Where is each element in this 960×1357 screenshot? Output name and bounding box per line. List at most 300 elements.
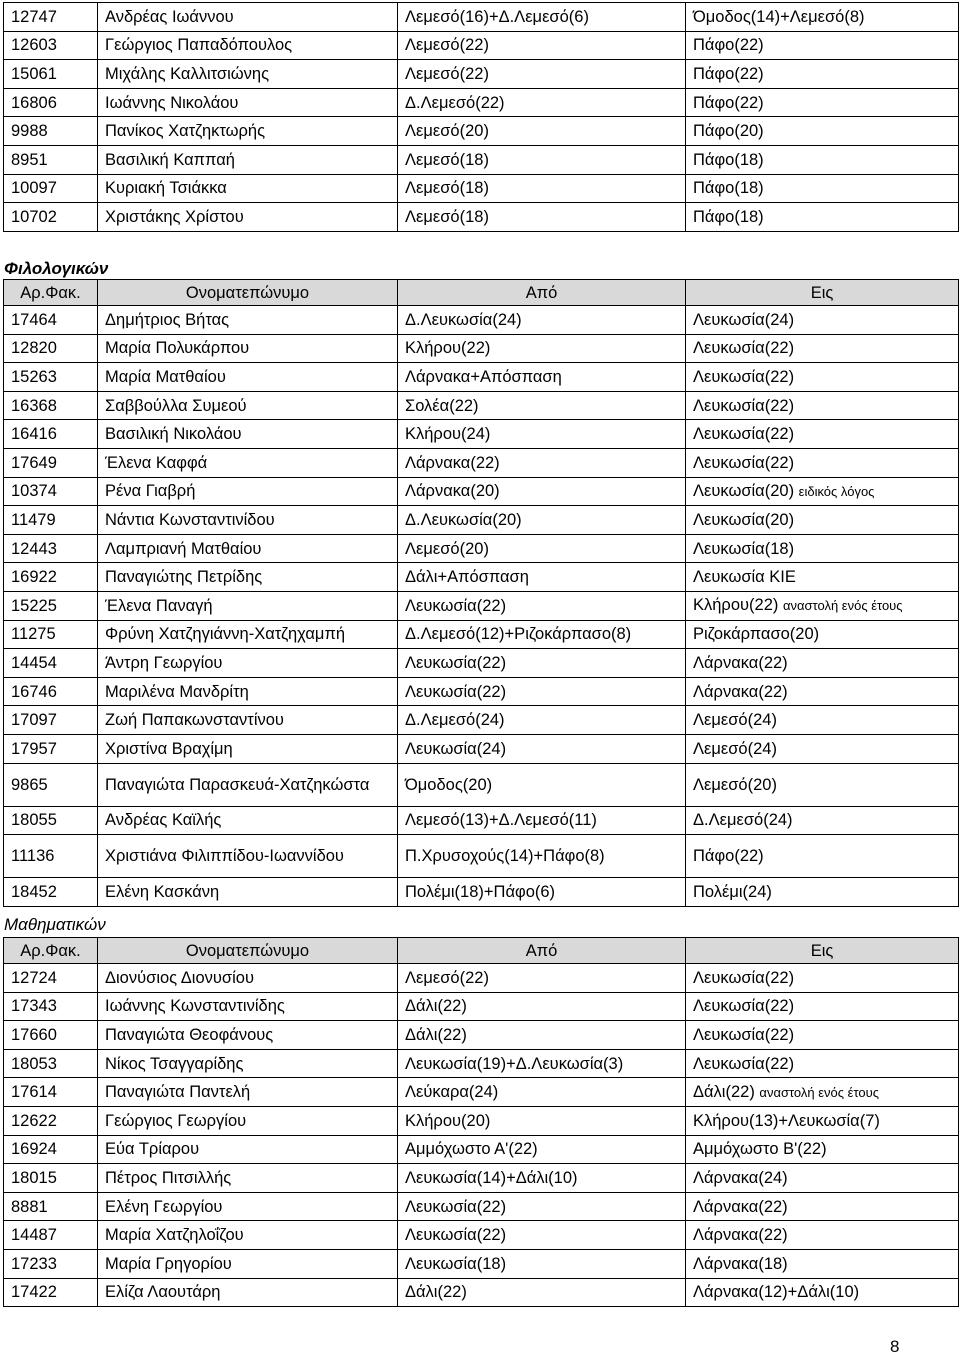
cell-file-no-text: 9865: [11, 775, 48, 794]
cell-from: [398, 203, 686, 232]
cell-file-no: [4, 1249, 98, 1278]
cell-name-text: Δημήτριος Βήτας: [105, 310, 230, 329]
cell-from: [398, 992, 686, 1021]
table-row: [4, 1192, 959, 1221]
cell-file-no-text: 17422: [11, 1283, 57, 1302]
cell-from: [398, 563, 686, 592]
cell-to-text: Πάφο(18): [693, 207, 764, 226]
cell-file-no: [4, 3, 98, 32]
header-name: Ονοματεπώνυμο: [98, 938, 398, 964]
table-row: [4, 835, 959, 878]
cell-from: [398, 1249, 686, 1278]
cell-from: [398, 31, 686, 60]
cell-to-text: Πάφο(20): [693, 122, 764, 141]
cell-from: [398, 306, 686, 335]
cell-to-text: Λευκωσία(22): [693, 425, 795, 444]
cell-from-text: Κλήρου(24): [405, 425, 491, 444]
cell-from-text: Λάρνακα(20): [405, 482, 500, 501]
cell-from-text: Λεμεσό(18): [405, 179, 489, 198]
cell-to-text: Λάρνακα(22): [693, 1197, 788, 1216]
cell-to: [686, 174, 959, 203]
cell-from: [398, 591, 686, 620]
cell-name: [98, 145, 398, 174]
cell-file-no: [4, 174, 98, 203]
cell-from-text: Λευκωσία(22): [405, 596, 507, 615]
cell-name: [98, 60, 398, 89]
cell-to-text: Λάρνακα(22): [693, 1226, 788, 1245]
cell-from-text: Λεμεσό(13)+Δ.Λεμεσό(11): [405, 811, 597, 830]
cell-from: [398, 60, 686, 89]
cell-from: [398, 734, 686, 763]
cell-from-text: Λεμεσό(22): [405, 64, 489, 83]
cell-to-text: Πάφο(22): [693, 93, 764, 112]
cell-from: [398, 88, 686, 117]
cell-from-text: Δάλι(22): [405, 997, 467, 1016]
cell-from: [398, 806, 686, 835]
cell-name-text: Έλενα Καφφά: [105, 453, 208, 472]
table-row: [4, 878, 959, 907]
cell-from: [398, 1049, 686, 1078]
section-title-philology: Φιλολογικών: [4, 259, 109, 278]
cell-from-text: Λεμεσό(18): [405, 150, 489, 169]
cell-file-no: [4, 60, 98, 89]
cell-file-no-text: 17233: [11, 1254, 57, 1273]
cell-file-no: [4, 203, 98, 232]
cell-to-text: Πάφο(18): [693, 179, 764, 198]
cell-file-no-text: 18053: [11, 1054, 57, 1073]
cell-to-text: Λευκωσία(22): [693, 1054, 795, 1073]
cell-to-text: Λάρνακα(22): [693, 653, 788, 672]
cell-from: [398, 363, 686, 392]
cell-file-no: [4, 506, 98, 535]
cell-to-text: Λάρνακα(24): [693, 1168, 788, 1187]
cell-file-no: [4, 878, 98, 907]
cell-name-text: Εύα Τρίαρου: [105, 1140, 200, 1159]
cell-name: [98, 306, 398, 335]
cell-file-no-text: 17957: [11, 739, 57, 758]
cell-from-text: Λάρνακα+Απόσπαση: [405, 367, 562, 386]
page-number: 8: [890, 1337, 900, 1356]
cell-name: [98, 649, 398, 678]
table-row: [4, 448, 959, 477]
cell-to: [686, 506, 959, 535]
cell-to-text: Λευκωσία(22): [693, 453, 795, 472]
cell-from: [398, 1135, 686, 1164]
cell-from-text: Δάλι(22): [405, 1283, 467, 1302]
cell-from-text: Λευκωσία(22): [405, 1197, 507, 1216]
cell-name: [98, 1278, 398, 1307]
cell-name: [98, 506, 398, 535]
cell-from-text: Λεμεσό(20): [405, 539, 489, 558]
cell-name-text: Μιχάλης Καλλιτσιώνης: [105, 64, 270, 83]
cell-to: [686, 477, 959, 506]
cell-to-text: Κλήρου(22): [693, 596, 779, 615]
cell-file-no: [4, 1078, 98, 1107]
cell-name: [98, 1164, 398, 1193]
cell-to-text: Λευκωσία(20): [693, 510, 795, 529]
cell-name: [98, 477, 398, 506]
cell-name: [98, 88, 398, 117]
cell-file-no-text: 17464: [11, 310, 57, 329]
table-row: [4, 1221, 959, 1250]
table-row: [4, 506, 959, 535]
cell-to: [686, 60, 959, 89]
cell-file-no-text: 17097: [11, 711, 57, 730]
cell-from: [398, 1164, 686, 1193]
cell-name: [98, 1078, 398, 1107]
cell-to: [686, 591, 959, 620]
cell-file-no-text: 15061: [11, 64, 57, 83]
cell-to: [686, 31, 959, 60]
cell-to-text: Όμοδος(14)+Λεμεσό(8): [693, 7, 865, 26]
cell-name: [98, 992, 398, 1021]
table-row: [4, 649, 959, 678]
cell-to-text: Πάφο(18): [693, 150, 764, 169]
cell-file-no: [4, 1021, 98, 1050]
cell-from: [398, 620, 686, 649]
cell-from: [398, 1106, 686, 1135]
cell-name: [98, 706, 398, 735]
cell-from: [398, 1221, 686, 1250]
cell-to: [686, 306, 959, 335]
cell-to-text: Λευκωσία(22): [693, 339, 795, 358]
cell-name: [98, 3, 398, 32]
cell-from: [398, 391, 686, 420]
cell-to: [686, 992, 959, 1021]
cell-from: [398, 1021, 686, 1050]
cell-file-no: [4, 334, 98, 363]
cell-file-no-text: 17660: [11, 1025, 57, 1044]
cell-from-text: Λευκωσία(18): [405, 1254, 507, 1273]
cell-file-no: [4, 734, 98, 763]
cell-file-no-text: 15225: [11, 596, 57, 615]
cell-to: [686, 334, 959, 363]
cell-name-text: Μαρία Ματθαίου: [105, 367, 226, 386]
cell-name-text: Πανίκος Χατζηκτωρής: [105, 122, 266, 141]
cell-from-text: Αμμόχωστο Α'(22): [405, 1140, 538, 1159]
cell-file-no-text: 14454: [11, 653, 57, 672]
cell-name: [98, 763, 398, 806]
cell-name: [98, 1249, 398, 1278]
cell-from: [398, 649, 686, 678]
cell-file-no: [4, 145, 98, 174]
cell-file-no: [4, 448, 98, 477]
cell-to: [686, 1221, 959, 1250]
table-row: [4, 1278, 959, 1307]
remark-note: αναστολή ενός έτους: [782, 598, 903, 614]
cell-to: [686, 203, 959, 232]
cell-name-text: Λαμπριανή Ματθαίου: [105, 539, 262, 558]
cell-to: [686, 1106, 959, 1135]
remark-note: αναστολή ενός έτους: [759, 1084, 880, 1100]
cell-file-no-text: 14487: [11, 1226, 57, 1245]
cell-file-no: [4, 835, 98, 878]
table-row: [4, 534, 959, 563]
cell-file-no: [4, 763, 98, 806]
header-from: Από: [398, 280, 686, 306]
table-row: [4, 117, 959, 146]
cell-name: [98, 1192, 398, 1221]
table-row: [4, 734, 959, 763]
cell-to-text: Αμμόχωστο Β'(22): [693, 1140, 827, 1159]
cell-name-text: Πέτρος Πιτσιλλής: [105, 1168, 232, 1187]
cell-file-no: [4, 1164, 98, 1193]
cell-to-text: Δ.Λεμεσό(24): [693, 811, 793, 830]
cell-to: [686, 734, 959, 763]
cell-name: [98, 117, 398, 146]
cell-name: [98, 334, 398, 363]
cell-file-no-text: 12820: [11, 339, 57, 358]
cell-file-no: [4, 677, 98, 706]
cell-name: [98, 964, 398, 993]
cell-to: [686, 1192, 959, 1221]
cell-from: [398, 1278, 686, 1307]
cell-file-no-text: 10097: [11, 179, 57, 198]
cell-to-text: Λευκωσία(18): [693, 539, 795, 558]
cell-to-text: Πολέμι(24): [693, 882, 772, 901]
cell-name-text: Έλενα Παναγή: [105, 596, 213, 615]
cell-to-text: Πάφο(22): [693, 36, 764, 55]
table-row: [4, 1106, 959, 1135]
cell-to-text: Λάρνακα(22): [693, 682, 788, 701]
cell-name-text: Μαρία Γρηγορίου: [105, 1254, 232, 1273]
cell-file-no-text: 16924: [11, 1140, 57, 1159]
table-row: [4, 992, 959, 1021]
cell-file-no: [4, 117, 98, 146]
cell-file-no-text: 16806: [11, 93, 57, 112]
cell-name-text: Χριστιάνα Φιλιππίδου-Ιωαννίδου: [105, 847, 344, 866]
cell-to: [686, 563, 959, 592]
table-row: [4, 563, 959, 592]
cell-file-no-text: 12443: [11, 539, 57, 558]
cell-name: [98, 31, 398, 60]
cell-file-no-text: 12622: [11, 1111, 57, 1130]
cell-name: [98, 734, 398, 763]
cell-from-text: Δ.Λεμεσό(22): [405, 93, 505, 112]
cell-file-no: [4, 88, 98, 117]
cell-file-no-text: 8951: [11, 150, 48, 169]
cell-file-no-text: 16746: [11, 682, 57, 701]
cell-file-no-text: 11136: [11, 847, 55, 866]
cell-name-text: Ζωή Παπακωνσταντίνου: [105, 711, 284, 730]
cell-from-text: Δ.Λεμεσό(24): [405, 711, 505, 730]
cell-from: [398, 334, 686, 363]
remark-note: ειδικός λόγος: [798, 483, 875, 499]
cell-from-text: Κλήρου(22): [405, 339, 491, 358]
cell-to: [686, 763, 959, 806]
cell-to-text: Κλήρου(13)+Λευκωσία(7): [693, 1111, 880, 1130]
cell-file-no: [4, 1135, 98, 1164]
cell-from: [398, 677, 686, 706]
header-to: Εις: [686, 280, 959, 306]
cell-from-text: Κλήρου(20): [405, 1111, 491, 1130]
cell-from-text: Λεύκαρα(24): [405, 1083, 499, 1102]
cell-file-no-text: 12724: [11, 968, 57, 987]
cell-name: [98, 1049, 398, 1078]
cell-file-no: [4, 806, 98, 835]
cell-to-text: Δάλι(22): [693, 1082, 755, 1101]
cell-to-text: Λευκωσία(22): [693, 1025, 795, 1044]
cell-to-text: Λεμεσό(24): [693, 739, 777, 758]
cell-to-text: Λευκωσία(22): [693, 997, 795, 1016]
cell-from-text: Δ.Λεμεσό(12)+Ριζοκάρπασο(8): [405, 625, 632, 644]
cell-from-text: Λευκωσία(19)+Δ.Λευκωσία(3): [405, 1054, 624, 1073]
cell-name: [98, 677, 398, 706]
cell-from-text: Λευκωσία(22): [405, 682, 507, 701]
cell-file-no-text: 10702: [11, 207, 57, 226]
cell-name-text: Νίκος Τσαγγαρίδης: [105, 1054, 244, 1073]
cell-to: [686, 677, 959, 706]
cell-to-text: Λεμεσό(24): [693, 711, 777, 730]
table-row: [4, 591, 959, 620]
cell-from: [398, 835, 686, 878]
cell-from: [398, 1192, 686, 1221]
cell-from: [398, 3, 686, 32]
cell-to-text: Λευκωσία(22): [693, 968, 795, 987]
section-title-math: Μαθηματικών: [4, 915, 106, 934]
cell-file-no: [4, 420, 98, 449]
cell-to-text: Λευκωσία(24): [693, 310, 795, 329]
cell-file-no: [4, 31, 98, 60]
cell-to: [686, 1021, 959, 1050]
cell-name: [98, 563, 398, 592]
cell-file-no-text: 18015: [11, 1168, 57, 1187]
cell-to: [686, 420, 959, 449]
table-row: [4, 60, 959, 89]
cell-file-no: [4, 591, 98, 620]
cell-from: [398, 534, 686, 563]
cell-to: [686, 964, 959, 993]
cell-to: [686, 534, 959, 563]
cell-to-text: Λάρνακα(12)+Δάλι(10): [693, 1283, 860, 1302]
cell-name-text: Μαρία Πολυκάρπου: [105, 339, 250, 358]
cell-file-no-text: 18055: [11, 811, 57, 830]
cell-name: [98, 806, 398, 835]
cell-name-text: Παναγιώτης Πετρίδης: [105, 568, 263, 587]
cell-from: [398, 506, 686, 535]
cell-name-text: Βασιλική Νικολάου: [105, 425, 242, 444]
cell-to: [686, 1278, 959, 1307]
cell-from-text: Λάρνακα(22): [405, 453, 500, 472]
cell-name: [98, 203, 398, 232]
transfers-table-philology: [3, 279, 959, 907]
cell-name: [98, 1135, 398, 1164]
cell-to: [686, 649, 959, 678]
cell-to: [686, 1049, 959, 1078]
table-row: [4, 964, 959, 993]
table-row: [4, 203, 959, 232]
cell-file-no: [4, 992, 98, 1021]
header-name: Ονοματεπώνυμο: [98, 280, 398, 306]
cell-name-text: Χριστάκης Χρίστου: [105, 207, 244, 226]
table-row: [4, 763, 959, 806]
cell-from-text: Πολέμι(18)+Πάφο(6): [405, 882, 556, 901]
cell-name-text: Μαρία Χατζηλοΐζου: [105, 1226, 244, 1245]
table-row: [4, 334, 959, 363]
cell-name: [98, 534, 398, 563]
cell-file-no: [4, 1106, 98, 1135]
cell-to-text: Λεμεσό(20): [693, 775, 777, 794]
table-row: [4, 88, 959, 117]
cell-file-no-text: 9988: [11, 122, 48, 141]
cell-from-text: Λεμεσό(18): [405, 207, 489, 226]
cell-from-text: Δάλι(22): [405, 1025, 467, 1044]
table-row: [4, 3, 959, 32]
cell-name: [98, 620, 398, 649]
cell-to: [686, 391, 959, 420]
cell-to: [686, 620, 959, 649]
cell-from-text: Λεμεσό(20): [405, 122, 489, 141]
cell-name-text: Ρένα Γιαβρή: [105, 482, 196, 501]
cell-file-no-text: 11275: [11, 625, 56, 644]
cell-from-text: Λευκωσία(22): [405, 1226, 507, 1245]
cell-name-text: Μαριλένα Μανδρίτη: [105, 682, 249, 701]
cell-file-no-text: 11479: [11, 510, 56, 529]
cell-from: [398, 1078, 686, 1107]
cell-file-no: [4, 534, 98, 563]
cell-from: [398, 448, 686, 477]
cell-name-text: Βασιλική Καππαή: [105, 150, 235, 169]
cell-file-no-text: 10374: [11, 482, 57, 501]
cell-file-no-text: 17649: [11, 453, 57, 472]
cell-name-text: Φρύνη Χατζηγιάννη-Χατζηχαμπή: [105, 625, 345, 644]
table-row: [4, 477, 959, 506]
table-row: [4, 1021, 959, 1050]
cell-from: [398, 174, 686, 203]
cell-to: [686, 835, 959, 878]
cell-name: [98, 1021, 398, 1050]
cell-name: [98, 1221, 398, 1250]
cell-name-text: Νάντια Κωνσταντινίδου: [105, 510, 275, 529]
table-row: [4, 306, 959, 335]
cell-name-text: Ιωάννης Κωνσταντινίδης: [105, 997, 285, 1016]
cell-from: [398, 706, 686, 735]
cell-name: [98, 391, 398, 420]
table-row: [4, 677, 959, 706]
cell-to: [686, 3, 959, 32]
cell-file-no-text: 17614: [11, 1083, 57, 1102]
cell-file-no: [4, 706, 98, 735]
cell-name: [98, 420, 398, 449]
cell-file-no-text: 12603: [11, 36, 57, 55]
table-row: [4, 1049, 959, 1078]
cell-from-text: Όμοδος(20): [405, 775, 493, 794]
cell-from-text: Λεμεσό(22): [405, 968, 489, 987]
cell-name: [98, 1106, 398, 1135]
cell-name: [98, 835, 398, 878]
cell-to-text: Ριζοκάρπασο(20): [693, 625, 820, 644]
cell-file-no-text: 16416: [11, 425, 57, 444]
table-row: [4, 391, 959, 420]
cell-name-text: Παναγιώτα Παντελή: [105, 1083, 251, 1102]
cell-name-text: Χριστίνα Βραχίμη: [105, 739, 233, 758]
cell-name-text: Γεώργιος Παπαδόπουλος: [105, 36, 293, 55]
cell-file-no: [4, 1278, 98, 1307]
table-row: [4, 806, 959, 835]
table-row: [4, 1135, 959, 1164]
cell-file-no: [4, 964, 98, 993]
cell-name: [98, 174, 398, 203]
table-row: [4, 620, 959, 649]
cell-file-no-text: 15263: [11, 367, 57, 386]
transfers-table-math: [3, 937, 959, 1307]
cell-from: [398, 878, 686, 907]
cell-from-text: Δάλι+Απόσπαση: [405, 568, 529, 587]
cell-to-text: Λευκωσία(20): [693, 481, 795, 500]
cell-to: [686, 1135, 959, 1164]
table-row: [4, 1078, 959, 1107]
cell-name-text: Ιωάννης Νικολάου: [105, 93, 239, 112]
